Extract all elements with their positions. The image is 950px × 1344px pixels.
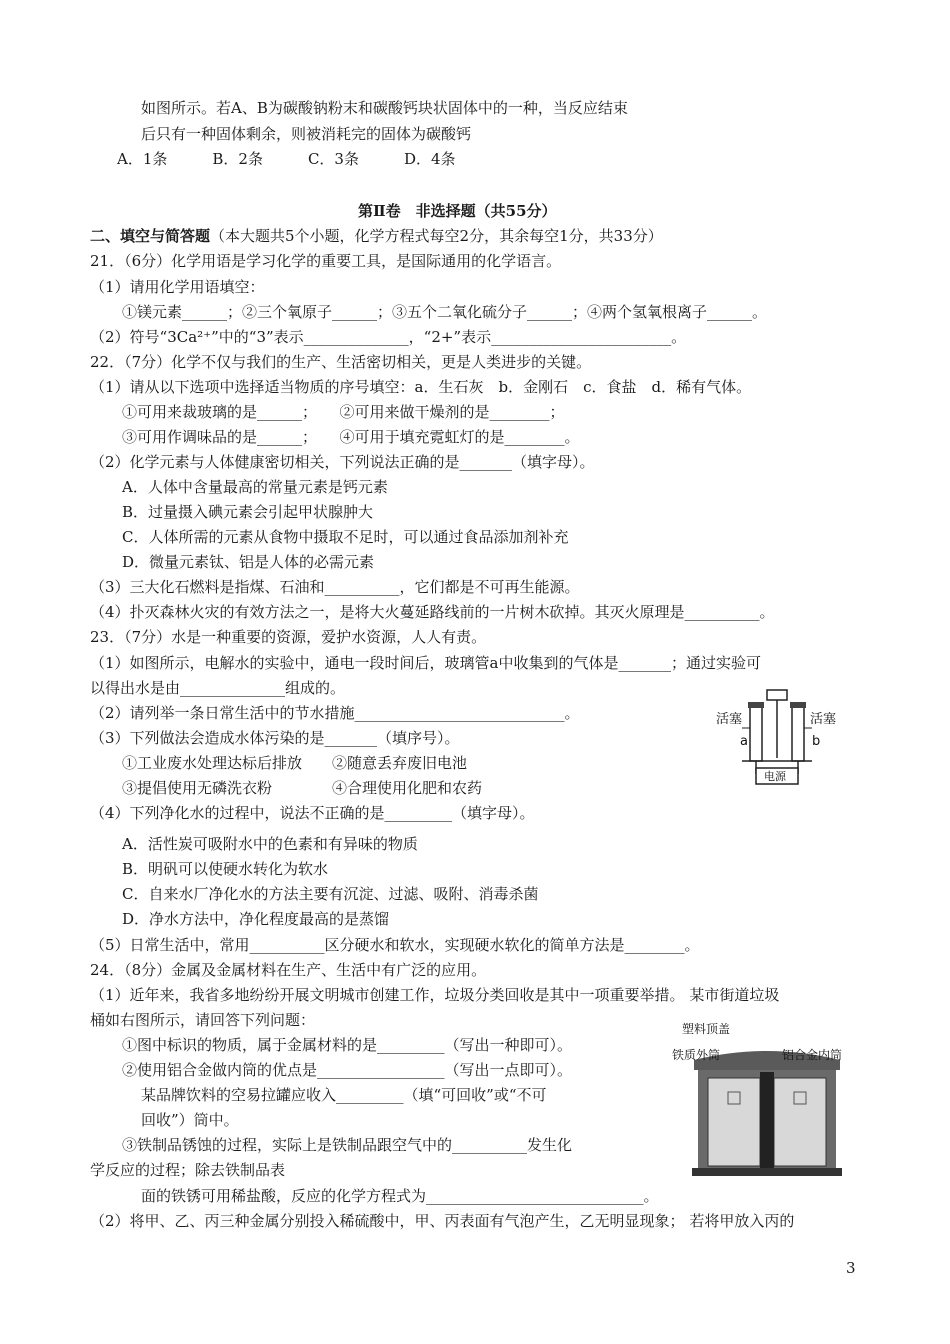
sub-question-items: ③可用作调味品的是______； ④可用于填充霓虹灯的是________。 xyxy=(122,428,580,446)
question-stem: 22．（7分）化学不仅与我们的生产、生活密切相关，更是人类进步的关键。 xyxy=(90,353,592,371)
sub-item-cont: 某品牌饮料的空易拉罐应收入_________（填“可回收”或“不可 xyxy=(141,1086,547,1104)
sub-question-items: ①可用来裁玻璃的是______； ②可用来做干燥剂的是________； xyxy=(122,403,565,421)
label-plastic-lid: 塑料顶盖 xyxy=(682,1022,731,1036)
sub-question-items: ③提倡使用无磷洗衣粉 ④合理使用化肥和农药 xyxy=(122,779,483,797)
label-aluminum-inner: 铝合金内筒 xyxy=(782,1048,843,1062)
text-line: 后只有一种固体剩余，则被消耗完的固体为碳酸钙 xyxy=(141,125,472,143)
option: C．人体所需的元素从食物中摄取不足时，可以通过食品添加剂补充 xyxy=(122,528,569,546)
section-title: 第Ⅱ卷 非选择题（共55分） xyxy=(358,202,557,220)
sub-question-items: ①工业废水处理达标后排放 ②随意丢弃废旧电池 xyxy=(122,754,468,772)
sub-question: （2）请列举一条日常生活中的节水措施____________________________。 xyxy=(90,704,580,722)
stopcock-label-right: 活塞 xyxy=(810,712,837,727)
stopcock-label-left: 活塞 xyxy=(716,712,743,727)
sub-question: （5）日常生活中，常用__________区分硬水和软水，实现硬水软化的简单方法是________。 xyxy=(90,936,700,954)
question-stem: 24．（8分）金属及金属材料在生产、生活中有广泛的应用。 xyxy=(90,961,487,979)
sub-question: （2）符号“3Ca²⁺”中的“3”表示______________，“2+”表示________________________。 xyxy=(90,328,687,346)
sub-question: （1）请用化学用语填空： xyxy=(90,278,265,296)
option: A．活性炭可吸附水中的色素和有异味的物质 xyxy=(122,835,418,853)
trash-bin-icon xyxy=(672,1020,862,1180)
option: C．自来水厂净化水的方法主要有沉淀、过滤、吸附、消毒杀菌 xyxy=(122,885,539,903)
tube-label-b: b xyxy=(812,734,821,749)
sub-item-cont: 学反应的过程；除去铁制品表 xyxy=(90,1161,286,1179)
option: B．过量摄入碘元素会引起甲状腺肿大 xyxy=(122,503,374,521)
sub-question-cont: 桶如右图所示，请回答下列问题： xyxy=(90,1011,316,1029)
option: D．净水方法中，净化程度最高的是蒸馏 xyxy=(122,910,390,928)
sub-item-cont: 回收”）筒中。 xyxy=(141,1111,239,1129)
sub-item: ①图中标识的物质，属于金属材料的是_________（写出一种即可）。 xyxy=(122,1036,573,1054)
question-stem: 21．（6分）化学用语是学习化学的重要工具，是国际通用的化学语言。 xyxy=(90,252,562,270)
sub-item-cont: 面的铁锈可用稀盐酸，反应的化学方程式为_____________________________。 xyxy=(141,1187,659,1205)
sub-item: ②使用铝合金做内筒的优点是_________________（写出一点即可）。 xyxy=(122,1061,573,1079)
sub-item: ③铁制品锈蚀的过程，实际上是铁制品跟空气中的__________发生化 xyxy=(122,1136,573,1154)
sub-question: （1）近年来，我省多地纷纷开展文明城市创建工作，垃圾分类回收是其中一项重要举措。 某市街道垃圾 xyxy=(90,986,780,1004)
power-supply-label: 电源 xyxy=(764,770,786,783)
sub-question-cont: 以得出水是由______________组成的。 xyxy=(90,679,346,697)
question-stem: 23．（7分）水是一种重要的资源，爱护水资源，人人有责。 xyxy=(90,628,487,646)
text-line: 如图所示。若A、B为碳酸钠粉末和碳酸钙块状固体中的一种，当反应结束 xyxy=(141,99,628,117)
tube-label-a: a xyxy=(740,734,748,749)
electrolysis-figure xyxy=(712,688,842,788)
trash-bin-figure xyxy=(672,1020,862,1180)
label-iron-shell: 铁质外筒 xyxy=(672,1048,721,1062)
sub-question: （1）如图所示，电解水的实验中，通电一段时间后，玻璃管a中收集到的气体是_______；通过实验可 xyxy=(90,654,761,672)
sub-question: （1）请从以下选项中选择适当物质的序号填空：a．生石灰 b．金刚石 c．食盐 d．稀有气体。 xyxy=(90,378,752,396)
sub-question: （4）下列净化水的过程中，说法不正确的是_________（填字母）。 xyxy=(90,804,535,822)
part-heading-rest: （本大题共5个小题，化学方程式每空2分，其余每空1分，共33分） xyxy=(210,227,663,245)
page-number: 3 xyxy=(846,1259,856,1277)
answer-options: A．1条 B．2条 C．3条 D．4条 xyxy=(117,150,456,168)
option: A．人体中含量最高的常量元素是钙元素 xyxy=(122,478,388,496)
part-heading-bold: 二、填空与简答题 xyxy=(90,227,211,245)
sub-question: （3）下列做法会造成水体污染的是_______（填序号）。 xyxy=(90,729,460,747)
option: D．微量元素钛、铝是人体的必需元素 xyxy=(122,553,375,571)
part-heading xyxy=(90,226,663,246)
option: B．明矾可以使硬水转化为软水 xyxy=(122,860,329,878)
sub-question: （2）化学元素与人体健康密切相关，下列说法正确的是_______（填字母）。 xyxy=(90,453,595,471)
sub-question: （3）三大化石燃料是指煤、石油和__________，它们都是不可再生能源。 xyxy=(90,578,580,596)
sub-question-items: ①镁元素______；②三个氧原子______；③五个二氧化硫分子______；④两个氢氧根离子______。 xyxy=(122,303,768,321)
sub-question: （4）扑灭森林火灾的有效方法之一，是将大火蔓延路线前的一片树木砍掉。其灭火原理是__________。 xyxy=(90,603,775,621)
sub-question: （2）将甲、乙、丙三种金属分别投入稀硫酸中，甲、丙表面有气泡产生，乙无明显现象； 若将甲放入丙的 xyxy=(90,1212,795,1230)
